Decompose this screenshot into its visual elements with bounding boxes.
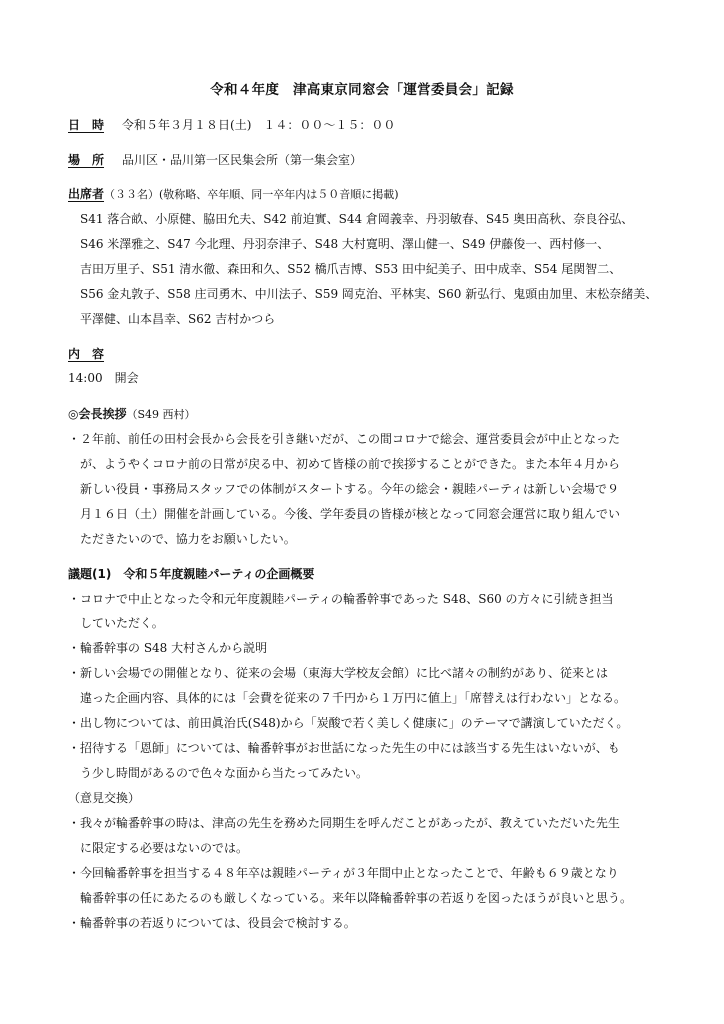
agenda1-line: ・新しい会場での開催となり、従来の会場（東海大学校友会館）に比べ諸々の制約があり、従来とは	[68, 666, 609, 680]
agenda1-line: 違った企画内容、具体的には「会費を従来の７千円から１万円に値上」「席替えは行わない」となる。	[80, 691, 627, 705]
attendees-line: S56 金丸敦子、S58 庄司勇木、中川法子、S59 岡克治、平林実、S60 新弘行、鬼頭由加里、末松奈緒美、	[80, 287, 658, 301]
attendees-line: 平澤健、山本昌幸、S62 吉村かつら	[80, 312, 276, 326]
place-value: 品川区・品川第一区民集会所（第一集会室）	[122, 153, 363, 167]
greeting-line: ただきたいので、協力をお願いしたい。	[80, 532, 296, 546]
greeting-line: が、ようやくコロナ前の日常が戻る中、初めて皆様の前で挨拶することができた。また本年４月から	[80, 457, 621, 471]
contents-label: 内 容	[68, 347, 105, 361]
agenda1-line: に限定する必要はないのでは。	[80, 841, 249, 855]
attendees-line: S46 米澤雅之、S47 今北理、丹羽奈津子、S48 大村寛明、澤山健一、S49 伊藤俊一、西村修一、	[80, 237, 610, 251]
attendees-line: S41 落合畝、小原健、脇田允夫、S42 前迫實、S44 倉岡義幸、丹羽敏春、S45 奥田高秋、奈良谷弘、	[80, 212, 634, 226]
greeting-line: 月１６日（土）開催を計画している。今後、学年委員の皆様が核となって同窓会運営に取り組んでい	[80, 507, 621, 521]
datetime-value: 令和５年３月１８日(土) １４：００～１５：００	[122, 118, 396, 132]
document-title: 令和４年度 津高東京同窓会「運営委員会」記録	[210, 82, 514, 98]
agenda1-line: ・我々が輪番幹事の時は、津高の先生を務めた同期生を呼んだことがあったが、教えていただいた先生	[68, 816, 620, 830]
agenda1-heading	[68, 566, 314, 582]
agenda1-line: ・出し物については、前田眞治氏(S48)から「炭酸で若く美しく健康に」のテーマで講演していただく。	[68, 716, 629, 730]
agenda1-line: う少し時間があるので色々な面から当たってみたい。	[80, 766, 369, 780]
attendees-label: 出席者	[68, 187, 105, 201]
contents-heading	[68, 346, 104, 362]
greeting-title: ◎会長挨拶	[68, 407, 127, 421]
greeting-heading	[68, 406, 196, 423]
greeting-line: 新しい役員・事務局スタッフでの体制がスタートする。今年の総会・親睦パーティは新しい会場で９	[80, 482, 620, 496]
agenda1-title: 議題(1) 令和５年度親睦パーティの企画概要	[68, 567, 315, 581]
datetime-row	[68, 117, 395, 133]
agenda1-line: ・輪番幹事の S48 大村さんから説明	[68, 641, 268, 655]
datetime-label: 日 時	[68, 118, 105, 132]
attendees-row	[68, 186, 399, 203]
attendees-line: 吉田万里子、S51 清水徹、森田和久、S52 橋爪吉博、S53 田中紀美子、田中成幸、S54 尾関智二、	[80, 262, 622, 276]
place-label: 場 所	[68, 153, 105, 167]
agenda1-line: ・招待する「恩師」については、輪番幹事がお世話になった先生の中には該当する先生はいないが、も	[68, 741, 620, 755]
place-row	[68, 152, 362, 168]
agenda1-line: ・今回輪番幹事を担当する４８年卒は親睦パーティが３年間中止となったことで、年齢も６９歳となり	[68, 866, 619, 880]
greeting-line: ・２年前、前任の田村会長から会長を引き継いだが、この間コロナで総会、運営委員会が中止となった	[68, 432, 621, 446]
opening-line: 14:00 開会	[68, 371, 139, 385]
greeting-speaker: （S49 西村）	[126, 408, 196, 421]
agenda1-line: ・輪番幹事の若返りについては、役員会で検討する。	[68, 916, 356, 930]
agenda1-line: ・コロナで中止となった令和元年度親睦パーティの輪番幹事であった S48、S60 の方々に引続き担当	[68, 592, 614, 606]
opinion-exchange-label: （意見交換）	[68, 791, 141, 805]
attendees-note: （３３名）(敬称略、卒年順、同一卒年内は５０音順に掲載)	[104, 188, 399, 201]
agenda1-line: 輪番幹事の任にあたるのも厳しくなっている。来年以降輪番幹事の若返りを図ったほうが良いと思う。	[80, 891, 633, 905]
agenda1-line: していただく。	[80, 616, 164, 630]
